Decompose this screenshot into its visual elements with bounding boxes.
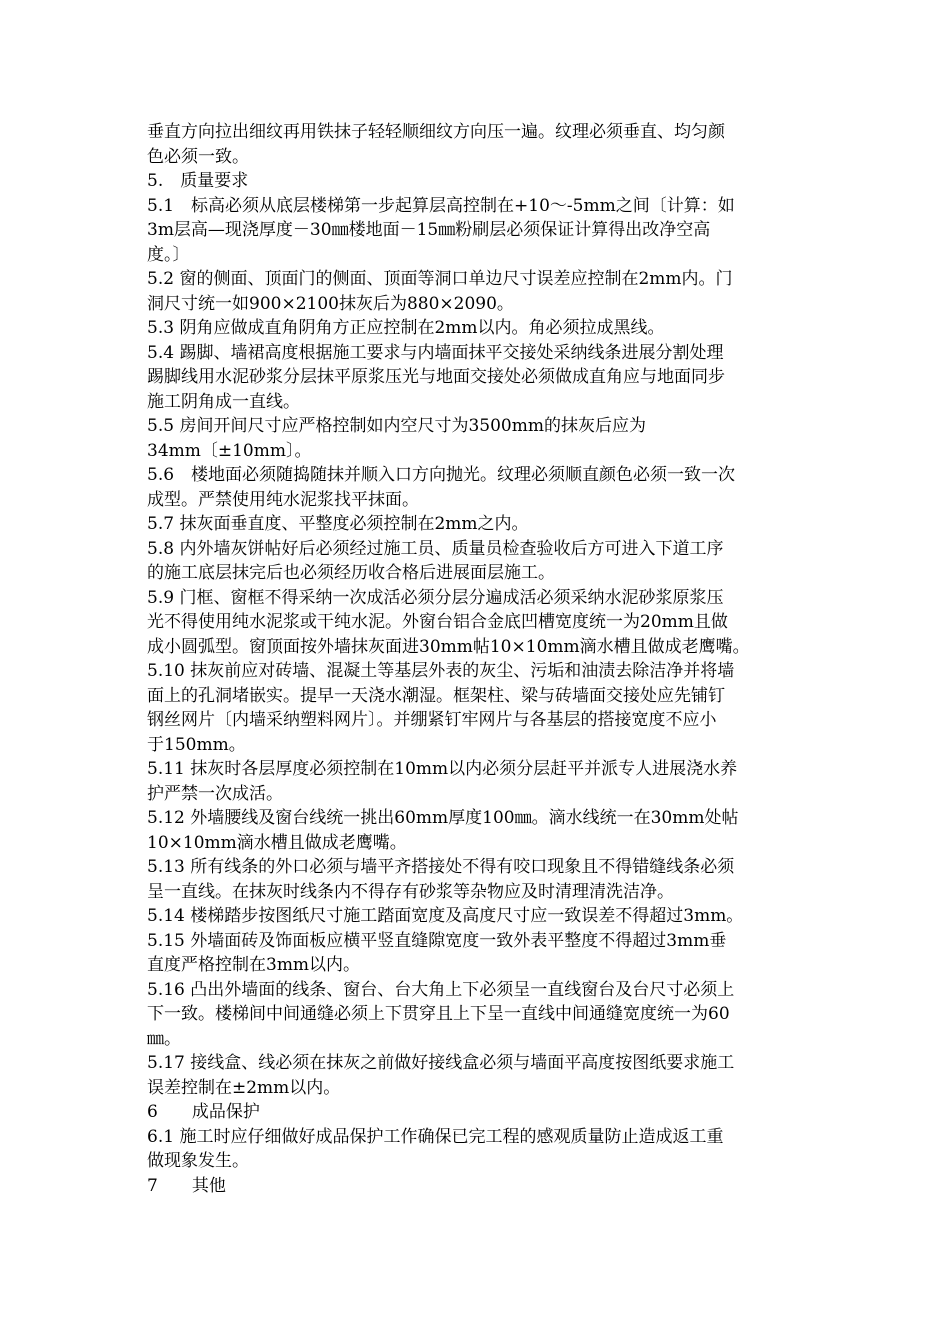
text-line: 5.15 外墙面砖及饰面板应横平竖直缝隙宽度一致外表平整度不得超过3mm垂 xyxy=(147,930,727,951)
text-line: 5.2 窗的侧面、顶面门的侧面、顶面等洞口单边尺寸误差应控制在2mm内。门 xyxy=(147,269,733,289)
text-line: 5.9 门框、窗框不得采纳一次成活必须分层分遍成活必须采纳水泥砂浆原浆压 xyxy=(147,587,724,608)
text-line: 5.8 内外墙灰饼帖好后必须经过施工员、质量员检查验收后方可进入下道工序 xyxy=(147,538,724,559)
text-line: 5.11 抹灰时各层厚度必须控制在10mm以内必须分层赶平并派专人进展浇水养 xyxy=(147,759,738,779)
section-heading: 6 成品保护 xyxy=(147,1102,260,1122)
text-line: 5.6 楼地面必须随捣随抹并顺入口方向抛光。纹理必须顺直颜色必须一致一次 xyxy=(147,465,736,485)
text-line: 直度严格控制在3mm以内。 xyxy=(147,955,361,975)
text-line: 做现象发生。 xyxy=(147,1151,249,1171)
text-line: 色必须一致。 xyxy=(147,146,249,167)
text-line: 5.7 抹灰面垂直度、平整度必须控制在2mm之内。 xyxy=(147,514,529,534)
text-line: 成型。严禁使用纯水泥浆找平抹面。 xyxy=(147,489,419,510)
text-line: 面上的孔洞堵嵌实。提早一天浇水潮湿。框架柱、梁与砖墙面交接处应先铺钉 xyxy=(147,685,725,706)
text-line: 光不得使用纯水泥浆或干纯水泥。外窗台铝合金底凹槽宽度统一为20mm且做 xyxy=(147,612,728,632)
text-line: 呈一直线。在抹灰时线条内不得存有砂浆等杂物应及时清理清洗洁净。 xyxy=(147,881,674,902)
text-line: 5.1 标高必须从底层楼梯第一步起算层高控制在+10～-5mm之间〔计算：如 xyxy=(147,195,735,216)
text-line: 踢脚线用水泥砂浆分层抹平原浆压光与地面交接处必须做成直角应与地面同步 xyxy=(147,367,725,387)
text-line: 5.14 楼梯踏步按图纸尺寸施工踏面宽度及高度尺寸应一致误差不得超过3mm。 xyxy=(147,906,744,926)
text-line: 10×10mm滴水槽且做成老鹰嘴。 xyxy=(147,832,407,853)
text-line: 5.16 凸出外墙面的线条、窗台、台大角上下必须呈一直线窗台及台尺寸必须上 xyxy=(147,979,735,1000)
text-line: ㎜。 xyxy=(147,1028,181,1049)
text-line: 34mm〔±10mm〕。 xyxy=(147,440,312,461)
text-line: 5.10 抹灰前应对砖墙、混凝土等基层外表的灰尘、污垢和油渍去除洁净并将墙 xyxy=(147,661,735,681)
text-line: 护严禁一次成活。 xyxy=(147,783,283,804)
section-heading: 7 其他 xyxy=(147,1175,226,1196)
text-line: 误差控制在±2mm以内。 xyxy=(147,1077,341,1098)
text-line: 于150mm。 xyxy=(147,734,246,755)
text-line: 5.13 所有线条的外口必须与墙平齐搭接处不得有咬口现象且不得错缝线条必须 xyxy=(147,857,735,877)
text-line: 5.17 接线盒、线必须在抹灰之前做好接线盒必须与墙面平高度按图纸要求施工 xyxy=(147,1053,735,1073)
text-line: 洞尺寸统一如900×2100抹灰后为880×2090。 xyxy=(147,293,514,314)
document-page xyxy=(147,120,807,1198)
text-line: 施工阴角成一直线。 xyxy=(147,391,300,412)
text-line: 6.1 施工时应仔细做好成品保护工作确保已完工程的感观质量防止造成返工重 xyxy=(147,1126,724,1147)
text-line: 5.12 外墙腰线及窗台线统一挑出60mm厚度100㎜。滴水线统一在30mm处帖 xyxy=(147,808,739,828)
text-line: 5.3 阴角应做成直角阴角方正应控制在2mm以内。角必须拉成黑线。 xyxy=(147,318,665,338)
text-line: 下一致。楼梯间中间通缝必须上下贯穿且上下呈一直线中间通缝宽度统一为60 xyxy=(147,1004,730,1024)
text-line: 5.4 踢脚、墙裙高度根据施工要求与内墙面抹平交接处采纳线条进展分割处理 xyxy=(147,342,724,363)
text-line: 钢丝网片〔内墙采纳塑料网片〕。并绷紧钉牢网片与各基层的搭接宽度不应小 xyxy=(147,710,717,730)
text-line: 5.5 房间开间尺寸应严格控制如内空尺寸为3500mm的抹灰后应为 xyxy=(147,416,646,436)
section-heading: 5. 质量要求 xyxy=(147,171,249,191)
text-line: 度。〕 xyxy=(147,244,190,265)
text-line: 垂直方向拉出细纹再用铁抹子轻轻顺细纹方向压一遍。纹理必须垂直、均匀颜 xyxy=(147,122,725,142)
text-line: 成小圆弧型。窗顶面按外墙抹灰面进30mm帖10×10mm滴水槽且做成老鹰嘴。 xyxy=(147,636,750,657)
text-line: 3m层高—现浇厚度－30㎜楼地面－15㎜粉刷层必须保证计算得出改净空高 xyxy=(147,220,711,240)
text-line: 的施工底层抹完后也必须经历收合格后进展面层施工。 xyxy=(147,563,555,583)
